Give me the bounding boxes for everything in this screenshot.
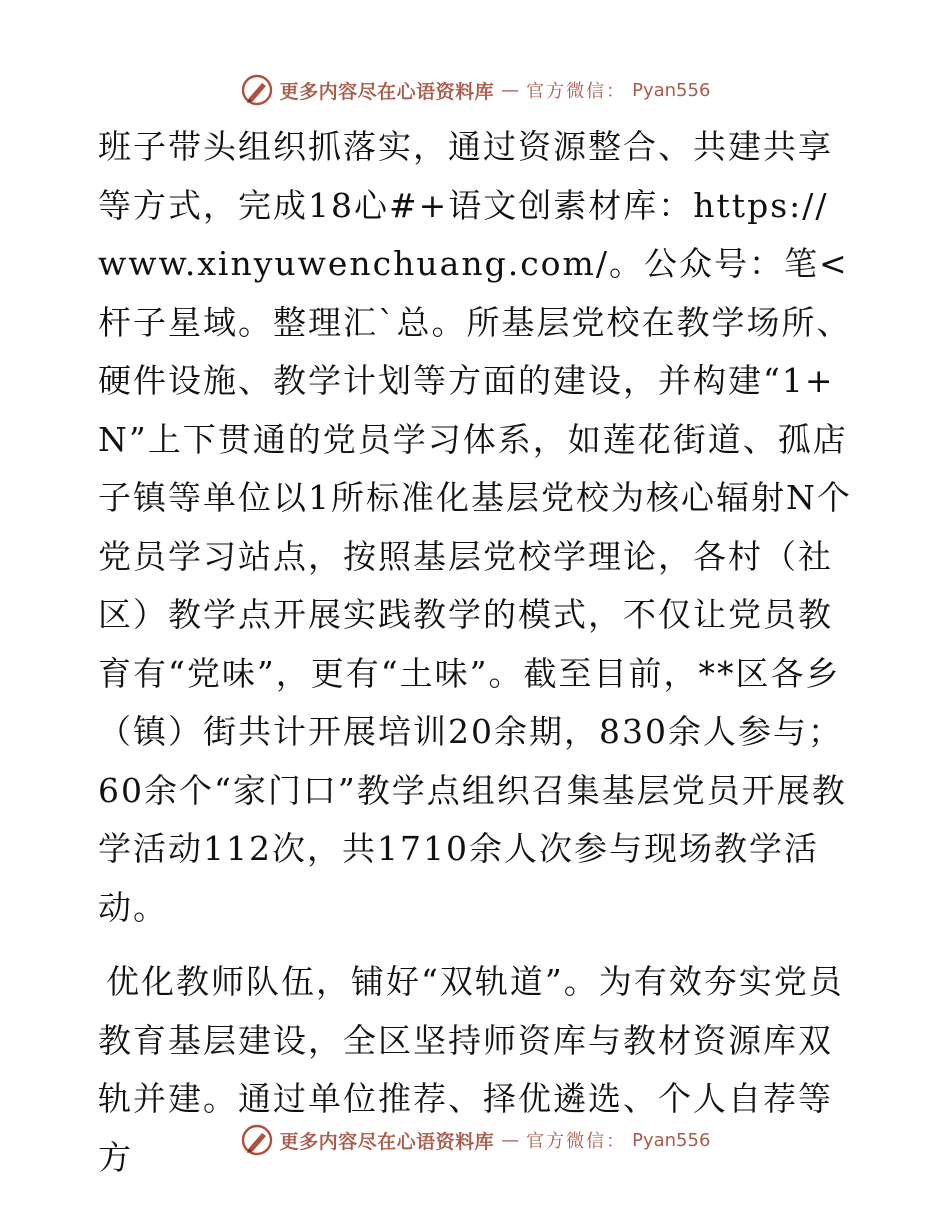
footer-banner <box>0 1120 950 1160</box>
pen-logo-icon <box>240 73 274 107</box>
paragraph-1: 班子带头组织抓落实，通过资源整合、共建共享等方式，完成18心#+语文创素材库：https://www.xinyuwenchuang.com/。公众号：笔<杆子星域。整理汇`总。所基层党校在教学场所、硬件设施、教学计划等方面的建设，并构建“1+N”上下贯通的党员学习体系，如莲花街道、孤店子镇等单位以1所标准化基层党校为核心辐射N个党员学习站点，按照基层党校学理论，各村（社区）教学点开展实践教学的模式，不仅让党员教育有“党味”，更有“土味”。截至目前，**区各乡（镇）街共计开展培训20余期，830余人参与；60余个“家门口”教学点组织召集基层党员开展教学活动112次，共1710余人次参与现场教学活动。 <box>98 127 852 927</box>
banner-wechat-label: 官方微信： <box>526 1131 627 1152</box>
document-body <box>98 118 858 1187</box>
banner-wechat-id: Pyan556 <box>632 1129 711 1151</box>
banner-wechat-id: Pyan556 <box>632 79 711 101</box>
paragraph-2: 优化教师队伍，铺好“双轨道”。为有效夯实党员教育基层建设，全区坚持师资库与教材资源库双轨并建。通过单位推荐、择优遴选、个人自荐等方 <box>98 962 844 1177</box>
banner-main-text: 更多内容尽在心语资料库 <box>279 80 495 103</box>
banner-main-text: 更多内容尽在心语资料库 <box>279 1130 495 1153</box>
header-banner <box>0 70 950 110</box>
pen-logo-icon <box>240 1123 274 1157</box>
banner-wechat-label: 官方微信： <box>526 81 627 102</box>
banner-dash: — <box>501 1129 520 1151</box>
banner-dash: — <box>501 79 520 101</box>
